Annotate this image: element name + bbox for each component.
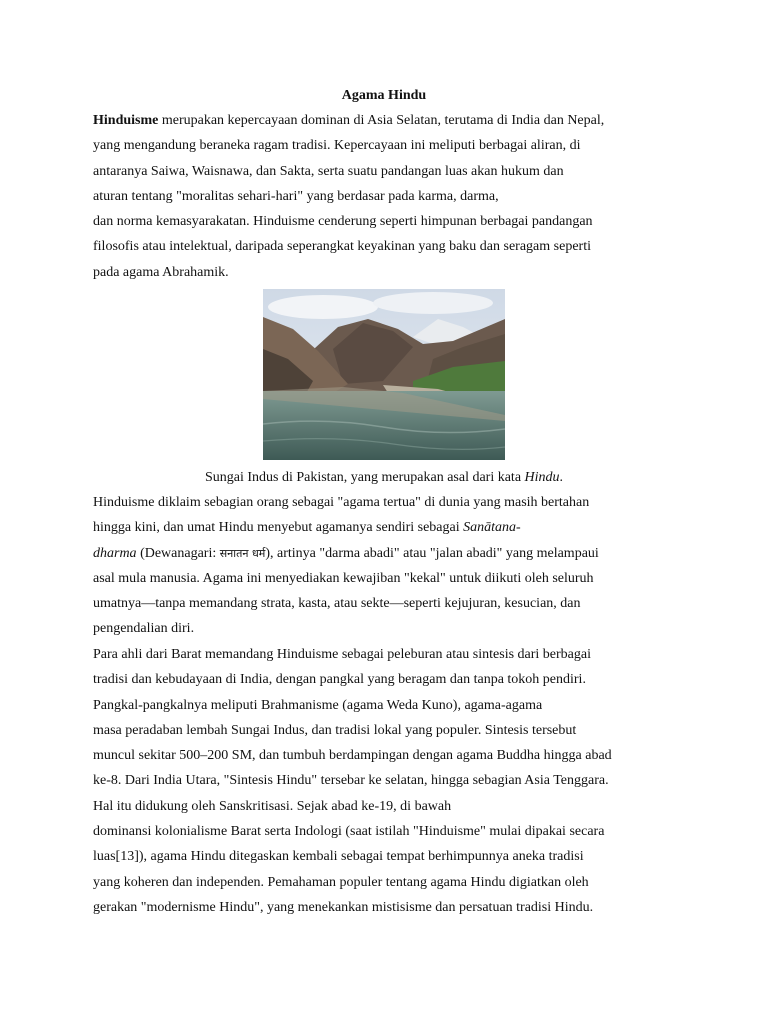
paragraph-line: Hinduisme merupakan kepercayaan dominan di Asia Selatan, terutama di India dan Nepal, (93, 113, 605, 128)
paragraph-line: Pangkal-pangkalnya meliputi Brahmanisme (agama Weda Kuno), agama-agama (93, 697, 543, 713)
paragraph-line: Para ahli dari Barat memandang Hinduisme sebagai peleburan atau sintesis dari berbagai (93, 647, 591, 662)
paragraph-line: Hal itu didukung oleh Sanskritisasi. Sejak abad ke-19, di bawah (93, 798, 452, 814)
paragraph-line: dominansi kolonialisme Barat serta Indologi (saat istilah "Hinduisme" mulai dipakai secara (93, 824, 605, 840)
paragraph-line: umatnya—tanpa memandang strata, kasta, atau sekte—seperti kejujuran, kesucian, dan (93, 596, 581, 612)
paragraph-oldest-religion (93, 490, 683, 642)
paragraph-line: muncul sekitar 500–200 SM, dan tumbuh berdampingan dengan agama Buddha hingga abad (93, 748, 612, 764)
paragraph-line: yang mengandung beraneka ragam tradisi. Kepercayaan ini meliputi berbagai aliran, di (93, 138, 581, 154)
paragraph-line: hingga kini, dan umat Hindu menyebut agamanya sendiri sebagai Sanātana- (93, 520, 521, 536)
paragraph-line: filosofis atau intelektual, daripada seperangkat keyakinan yang baku dan seragam seperti (93, 239, 591, 255)
bold-term: Hinduisme (93, 113, 159, 128)
paragraph-line: antaranya Saiwa, Waisnawa, dan Sakta, serta suatu pandangan luas akan hukum dan (93, 163, 564, 179)
paragraph-line: pengendalian diri. (93, 621, 195, 637)
caption-italic: Hindu (524, 470, 560, 485)
paragraph-line: ke-8. Dari India Utara, "Sintesis Hindu" tersebar ke selatan, hingga sebagian Asia Tenggara. (93, 773, 609, 789)
photo-caption: Sungai Indus di Pakistan, yang merupakan asal dari kata Hindu. (204, 470, 564, 485)
paragraph-line: asal mula manusia. Agama ini menyediakan kewajiban "kekal" untuk diikuti oleh seluruh (93, 570, 594, 586)
paragraph-western-view (93, 642, 683, 920)
document-title: Agama Hindu (341, 88, 427, 103)
devanagari-text: सनातन धर्म (219, 546, 266, 560)
paragraph-line: tradisi dan kebudayaan di India, dengan pangkal yang beragam dan tanpa tokoh pendiri. (93, 672, 586, 688)
paragraph-line: dharma (Dewanagari: सनातन धर्म), artinya "darma abadi" atau "jalan abadi" yang melampaui (93, 545, 599, 561)
paragraph-line: pada agama Abrahamik. (93, 264, 229, 280)
paragraph-intro (93, 108, 683, 285)
paragraph-line: dan norma kemasyarakatan. Hinduisme cenderung seperti himpunan berbagai pandangan (93, 214, 593, 230)
paragraph-line: masa peradaban lembah Sungai Indus, dan tradisi lokal yang populer. Sintesis tersebut (93, 722, 577, 738)
paragraph-line: gerakan "modernisme Hindu", yang menekankan mistisisme dan persatuan tradisi Hindu. (93, 899, 594, 915)
indus-river-photo (263, 289, 505, 460)
paragraph-line: yang koheren dan independen. Pemahaman populer tentang agama Hindu digiatkan oleh (93, 874, 589, 890)
paragraph-line: luas[13]), agama Hindu ditegaskan kembali sebagai tempat berhimpunnya aneka tradisi (93, 849, 584, 865)
paragraph-line: aturan tentang "moralitas sehari-hari" yang berdasar pada karma, darma, (93, 188, 499, 204)
paragraph-line: Hinduisme diklaim sebagian orang sebagai "agama tertua" di dunia yang masih bertahan (93, 495, 590, 510)
